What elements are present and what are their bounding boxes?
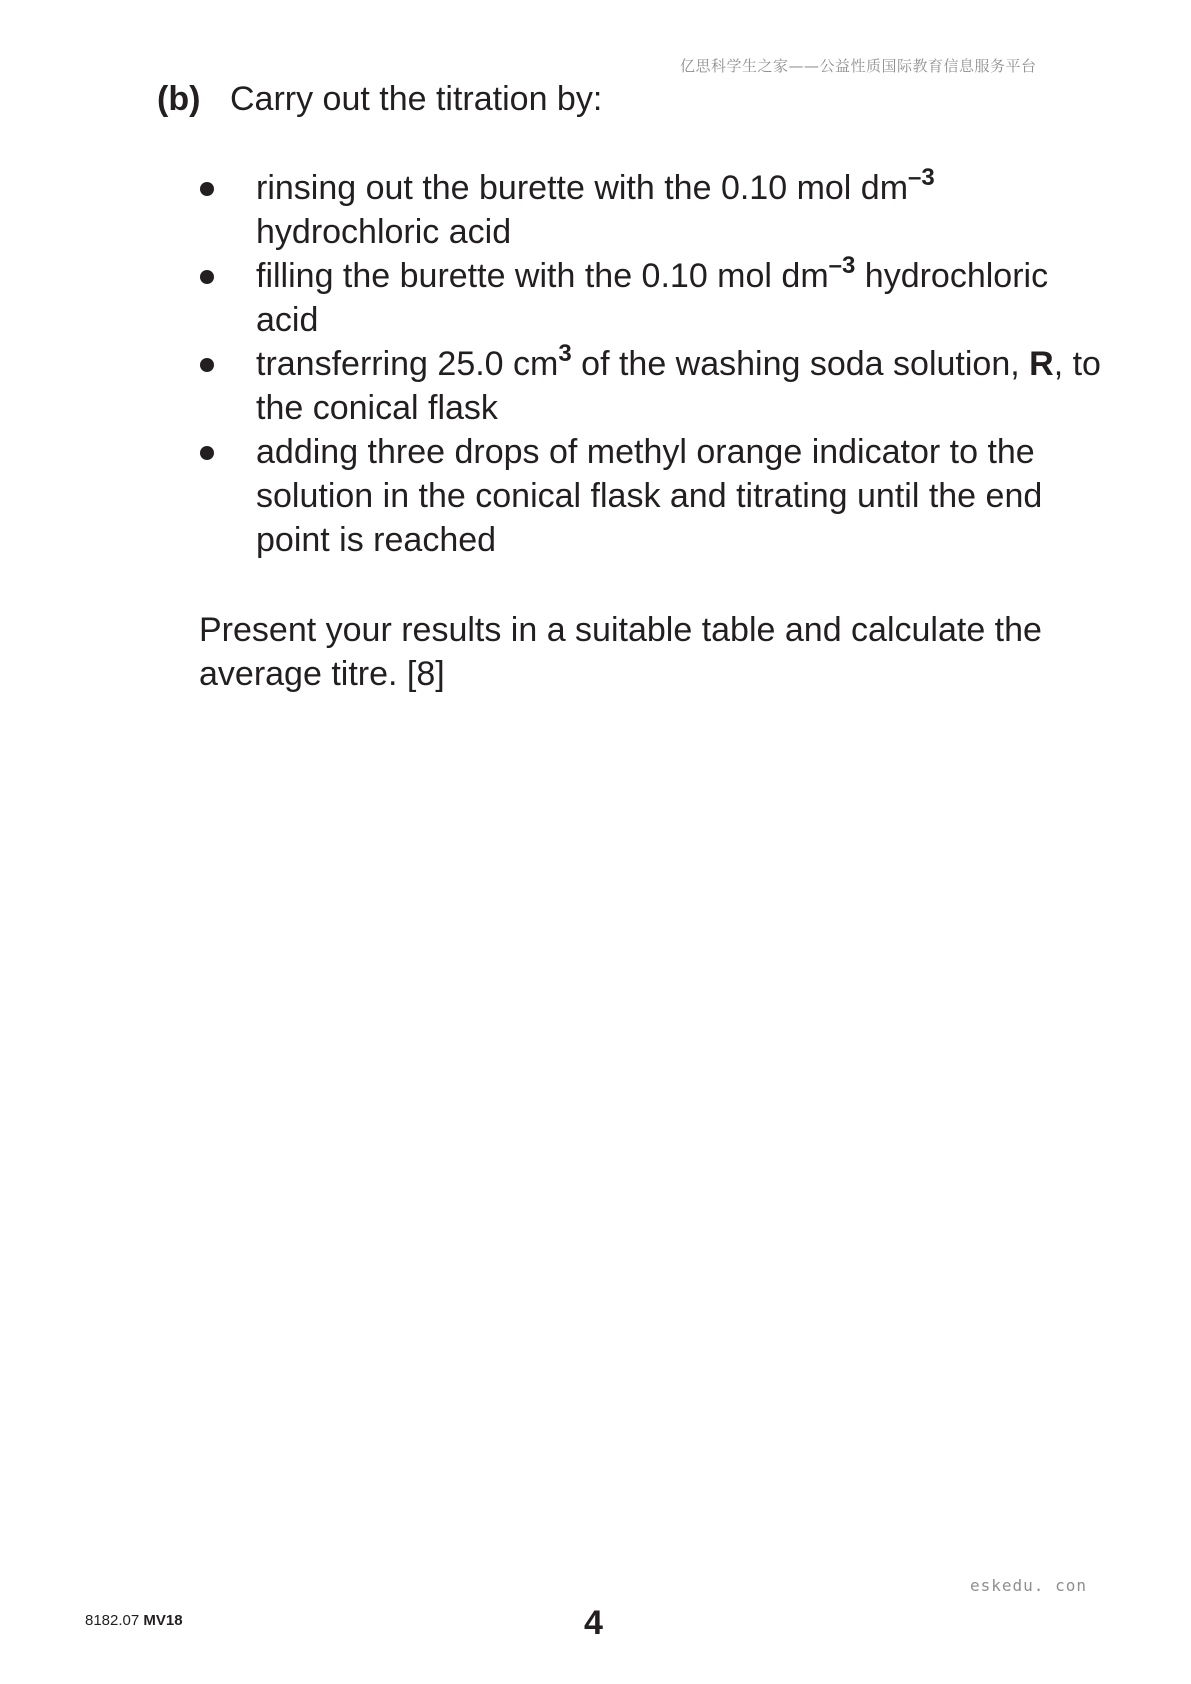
superscript: –3	[908, 163, 935, 191]
bullet-icon	[200, 270, 214, 284]
step-text: rinsing out the burette with the 0.10 mol dm	[256, 169, 909, 207]
step-text: transferring 25.0 cm	[256, 345, 559, 383]
bullet-icon	[200, 358, 214, 372]
document-code-suffix: MV18	[143, 1612, 183, 1629]
procedure-steps-list	[190, 163, 1110, 562]
step-text: adding three drops of methyl orange indicator to the solution in the conical flask and titrating until the end point is reached	[256, 433, 1043, 559]
step-text: of the washing soda solution,	[571, 345, 1030, 383]
step-text: hydrochloric acid	[256, 257, 1049, 339]
question-part-label: (b)	[157, 80, 201, 118]
procedure-step	[190, 339, 1110, 430]
solution-label: R	[1029, 345, 1054, 383]
step-text: , to the conical flask	[256, 345, 1101, 427]
footer-watermark: eskedu. con	[970, 1576, 1087, 1595]
superscript: –3	[828, 251, 856, 279]
bullet-icon	[200, 446, 214, 460]
question-instruction: Present your results in a suitable table and calculate the average titre. [8]	[199, 611, 1042, 693]
header-watermark: 亿思科学生之家——公益性质国际教育信息服务平台	[680, 57, 1037, 75]
document-code	[85, 1612, 183, 1629]
page-number: 4	[584, 1604, 603, 1642]
bullet-icon	[200, 182, 214, 196]
step-text: filling the burette with the 0.10 mol dm	[256, 257, 829, 295]
superscript: 3	[558, 339, 572, 367]
procedure-step	[190, 430, 1110, 562]
procedure-step	[190, 251, 1110, 342]
step-text: hydrochloric acid	[256, 213, 512, 251]
question-intro: Carry out the titration by:	[230, 80, 603, 118]
procedure-step	[190, 163, 1110, 254]
document-code-number: 8182.07	[85, 1612, 140, 1629]
